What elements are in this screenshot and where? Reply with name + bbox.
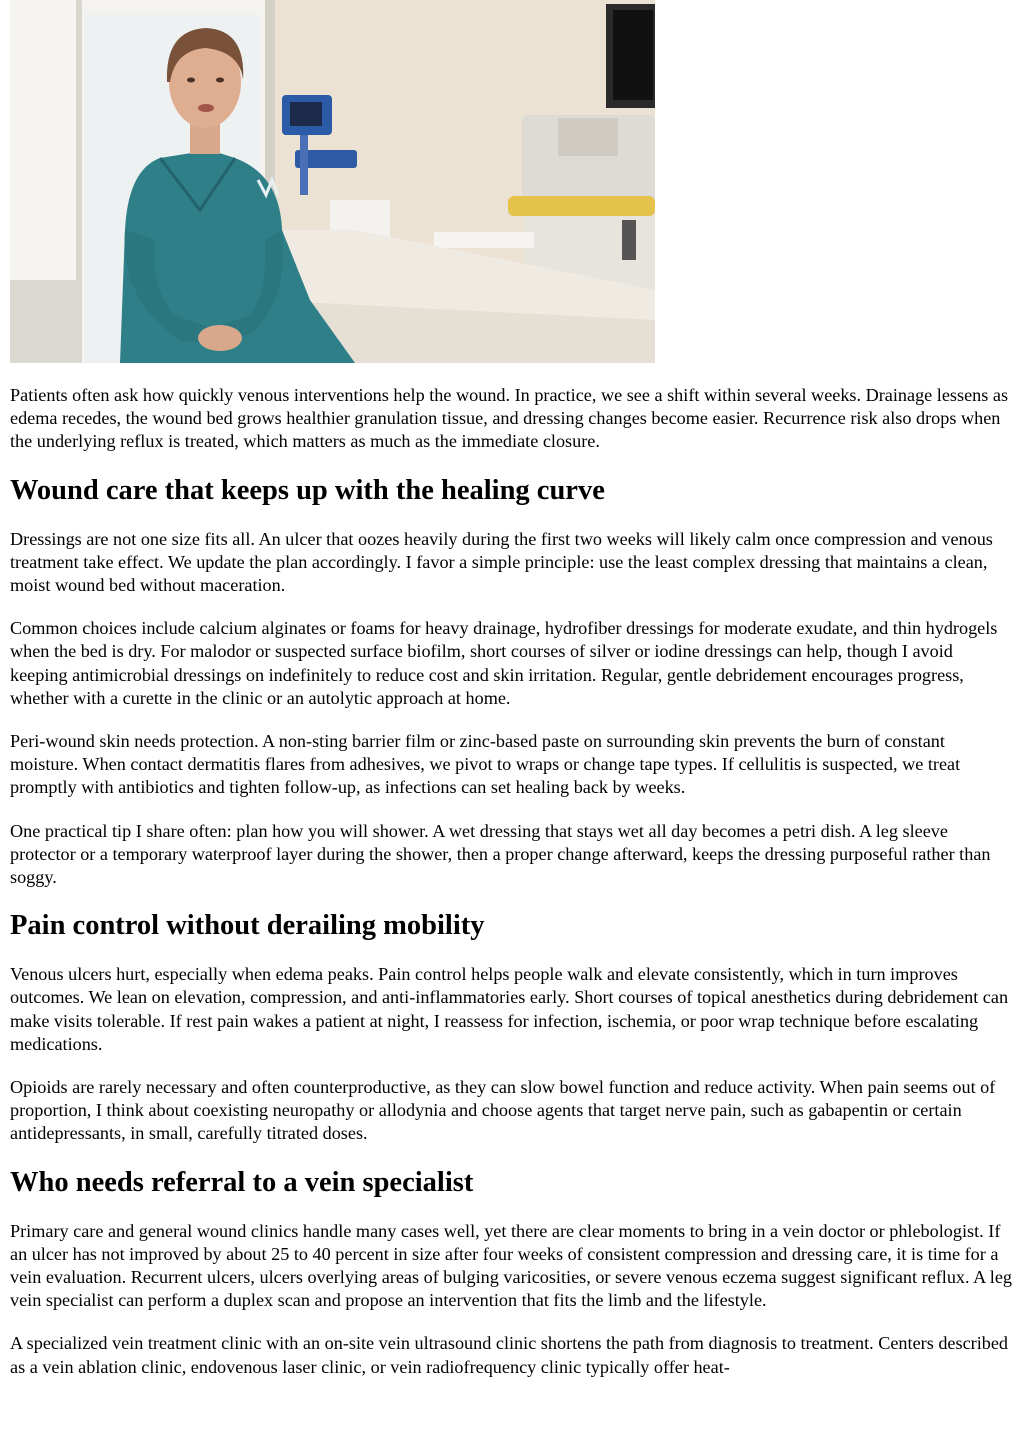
heading-wound-care: Wound care that keeps up with the healing curve — [10, 474, 605, 506]
paragraph-common-choices: Common choices include calcium alginates or foams for heavy drainage, hydrofiber dressings for moderate exudate, and thin hydrogels when the bed is dry. For malodor or suspected surface biofilm, short courses of silver or iodine dressings can help, though I avoid keeping antimicrobial dressings on indefinitely to reduce cost and skin irritation. Regular, gentle debridement encourages progress, whether with a curette in the clinic or an autolytic approach at home. — [10, 618, 998, 708]
paragraph-peri-wound: Peri-wound skin needs protection. A non-sting barrier film or zinc-based paste on surrounding skin prevents the burn of constant moisture. When contact dermatitis flares from adhesives, we pivot to wraps or change tape types. If cellulitis is suspected, we treat promptly with antibiotics and tighten follow-up, as infections can set healing back by weeks. — [10, 731, 961, 798]
heading-pain-control: Pain control without derailing mobility — [10, 910, 485, 942]
hero-photo — [10, 0, 655, 363]
paragraph-shower-tip: One practical tip I share often: plan how you will shower. A wet dressing that stays wet all day becomes a petri dish. A leg sleeve protector or a temporary waterproof layer during the shower, then a proper change afterward, keeps the dressing purposeful rather than soggy. — [10, 820, 991, 888]
paragraph-primary-care: Primary care and general wound clinics handle many cases well, yet there are clear moments to bring in a vein doctor or phlebologist. If an ulcer has not improved by about 25 to 40 percent in size after four weeks of consistent compression and dressing care, it is time for a vein evaluation. Recurrent ulcers, ulcers overlying areas of bulging varicosities, or severe venous eczema suggest significant reflux. A leg vein specialist can perform a duplex scan and propose an intervention that fits the limb and the lifestyle. — [10, 1220, 1012, 1311]
clinic-photo-illustration — [10, 0, 655, 363]
intro-paragraph: Patients often ask how quickly venous interventions help the wound. In practice, we see a shift within several weeks. Drainage lessens as edema recedes, the wound bed grows healthier granulation tissue, and dressing changes become easier. Recurrence risk also drops when the underlying reflux is treated, which matters as much as the immediate closure. — [10, 385, 1009, 452]
heading-referral: Who needs referral to a vein specialist — [10, 1166, 474, 1198]
paragraph-specialized-clinic: A specialized vein treatment clinic with an on-site vein ultrasound clinic shortens the path from diagnosis to treatment. Centers described as a vein ablation clinic, endovenous laser clinic, or vein radiofrequency clinic typically offer heat- — [10, 1333, 1009, 1377]
paragraph-dressings: Dressings are not one size fits all. An ulcer that oozes heavily during the first two weeks will likely calm once compression and venous treatment take effect. We update the plan accordingly. I favor a simple principle: use the least complex dressing that maintains a clean, moist wound bed without maceration. — [10, 528, 993, 596]
paragraph-opioids: Opioids are rarely necessary and often counterproductive, as they can slow bowel function and reduce activity. When pain seems out of proportion, I think about coexisting neuropathy or allodynia and choose agents that target nerve pain, such as gabapentin or certain antidepressants, in small, carefully titrated doses. — [10, 1077, 996, 1144]
paragraph-venous-ulcers-hurt: Venous ulcers hurt, especially when edema peaks. Pain control helps people walk and elevate consistently, which in turn improves outcomes. We lean on elevation, compression, and anti-inflammatories early. Short courses of topical anesthetics during debridement can make visits tolerable. If rest pain wakes a patient at night, I reassess for infection, ischemia, or poor wrap technique before escalating medications. — [10, 964, 1009, 1054]
